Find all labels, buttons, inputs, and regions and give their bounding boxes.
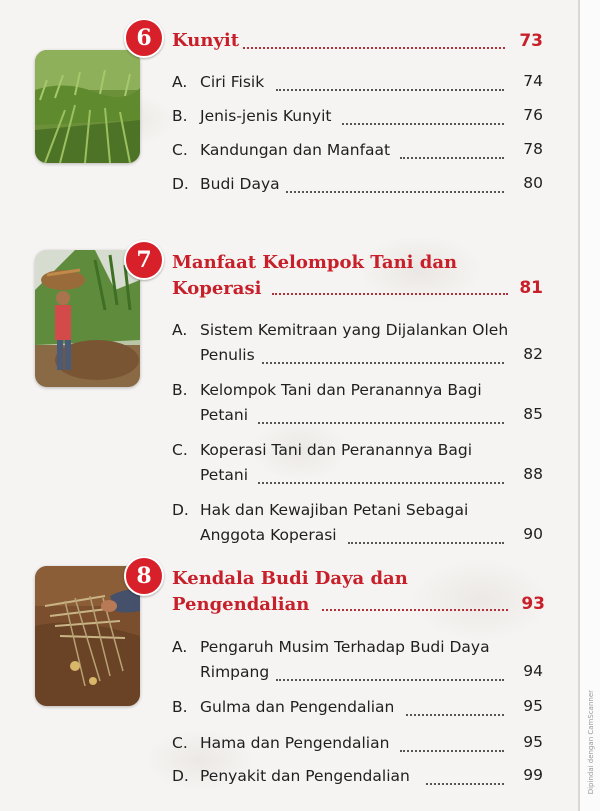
entry-label: Kelompok Tani dan Peranannya Bagi [200,381,482,399]
chapter-title-line: Pengendalian [172,594,310,615]
chapter-7-entry-c-dots [258,482,504,484]
entry-label: Ciri Fisik [200,73,265,91]
chapter-8-page-number[interactable]: 93 [521,594,545,614]
entry-letter: B. [172,107,188,125]
chapter-8-entry-a[interactable] [172,637,490,682]
entry-label: Budi Daya [200,175,280,193]
chapter-8-entry-a-dots [276,679,504,681]
entry-letter: A. [172,73,188,91]
entry-label-continuation: Petani [200,466,249,484]
chapter-7-entry-c[interactable] [172,440,472,485]
chapter-7-image [35,250,140,387]
hand-planting-rhizome-photo [35,566,140,706]
entry-letter: A. [172,321,188,339]
chapter-7-entry-b-dots [258,422,504,424]
chapter-7-entry-d-dots [348,542,504,544]
chapter-6-image [35,50,140,163]
entry-label: Koperasi Tani dan Peranannya Bagi [200,441,473,459]
chapter-7-entry-b-page[interactable]: 85 [523,405,543,423]
chapter-6-entry-d[interactable] [172,174,280,194]
chapter-8-entry-d-dots [426,783,504,785]
chapter-title-line: Manfaat Kelompok Tani dan [172,252,458,273]
entry-letter: D. [172,767,189,785]
entry-label-continuation: Petani [200,406,249,424]
chapter-6-entry-c[interactable] [172,140,390,160]
entry-letter: C. [172,734,188,752]
entry-label: Jenis-jenis Kunyit [200,107,332,125]
chapter-6-entry-a-page[interactable]: 74 [523,72,543,90]
entry-letter: B. [172,381,188,399]
chapter-title-line: Kendala Budi Daya dan [172,568,408,589]
chapter-8-leader-dots [322,609,508,611]
chapter-number: 7 [136,247,152,273]
entry-letter: B. [172,698,188,716]
chapter-6-entry-c-dots [400,157,504,159]
entry-label-continuation: Penulis [200,346,255,364]
chapter-6-entry-b[interactable] [172,106,331,126]
chapter-8-entry-b[interactable] [172,697,394,717]
entry-label: Kandungan dan Manfaat [200,141,391,159]
chapter-7-entry-a-page[interactable]: 82 [523,345,543,363]
chapter-7-page-number[interactable]: 81 [519,278,543,298]
chapter-6-title[interactable] [172,28,239,54]
chapter-7-leader-dots [272,293,508,295]
chapter-7-entry-a[interactable] [172,320,508,365]
entry-letter: C. [172,141,188,159]
chapter-6-entry-b-dots [342,123,504,125]
entry-label: Hak dan Kewajiban Petani Sebagai [200,501,469,519]
scanner-watermark: Dipindai dengan CamScanner [587,690,595,795]
chapter-6-entry-b-page[interactable]: 76 [523,106,543,124]
chapter-8-entry-c-dots [400,750,504,752]
chapter-7-entry-d-page[interactable]: 90 [523,525,543,543]
chapter-8-entry-b-dots [406,714,504,716]
turmeric-field-photo [35,50,140,163]
entry-label: Gulma dan Pengendalian [200,698,395,716]
chapter-7-entry-a-dots [262,362,504,364]
entry-label: Penyakit dan Pengendalian [200,767,410,785]
chapter-6-leader-dots [243,47,505,49]
entry-label: Sistem Kemitraan yang Dijalankan Oleh [200,321,509,339]
chapter-8-entry-d-page[interactable]: 99 [523,766,543,784]
chapter-6-entry-a[interactable] [172,72,264,92]
chapter-8-number-badge [124,556,164,596]
farmer-carrying-harvest-photo [35,250,140,387]
entry-letter: A. [172,638,188,656]
chapter-8-entry-d[interactable] [172,766,410,786]
chapter-8-image [35,566,140,706]
chapter-8-entry-c-page[interactable]: 95 [523,733,543,751]
entry-letter: C. [172,441,188,459]
chapter-number: 8 [136,563,152,589]
chapter-6-page-number[interactable]: 73 [519,31,543,51]
entry-label-continuation: Rimpang [200,663,270,681]
chapter-8-entry-c[interactable] [172,733,389,753]
chapter-7-entry-d[interactable] [172,500,468,545]
chapter-7-number-badge [124,240,164,280]
chapter-8-entry-a-page[interactable]: 94 [523,662,543,680]
entry-label: Hama dan Pengendalian [200,734,390,752]
entry-letter: D. [172,175,189,193]
entry-label: Pengaruh Musim Terhadap Budi Daya [200,638,490,656]
chapter-6-entry-c-page[interactable]: 78 [523,140,543,158]
entry-letter: D. [172,501,189,519]
entry-label-continuation: Anggota Koperasi [200,526,337,544]
chapter-7-entry-b[interactable] [172,380,482,425]
chapter-8-entry-b-page[interactable]: 95 [523,697,543,715]
chapter-6-entry-d-dots [286,191,504,193]
chapter-7-entry-c-page[interactable]: 88 [523,465,543,483]
chapter-6-entry-d-page[interactable]: 80 [523,174,543,192]
chapter-6-entry-a-dots [276,89,504,91]
chapter-title-line: Koperasi [172,278,262,299]
chapter-title-line: Kunyit [172,30,240,51]
chapter-number: 6 [136,25,152,51]
chapter-6-number-badge [124,18,164,58]
